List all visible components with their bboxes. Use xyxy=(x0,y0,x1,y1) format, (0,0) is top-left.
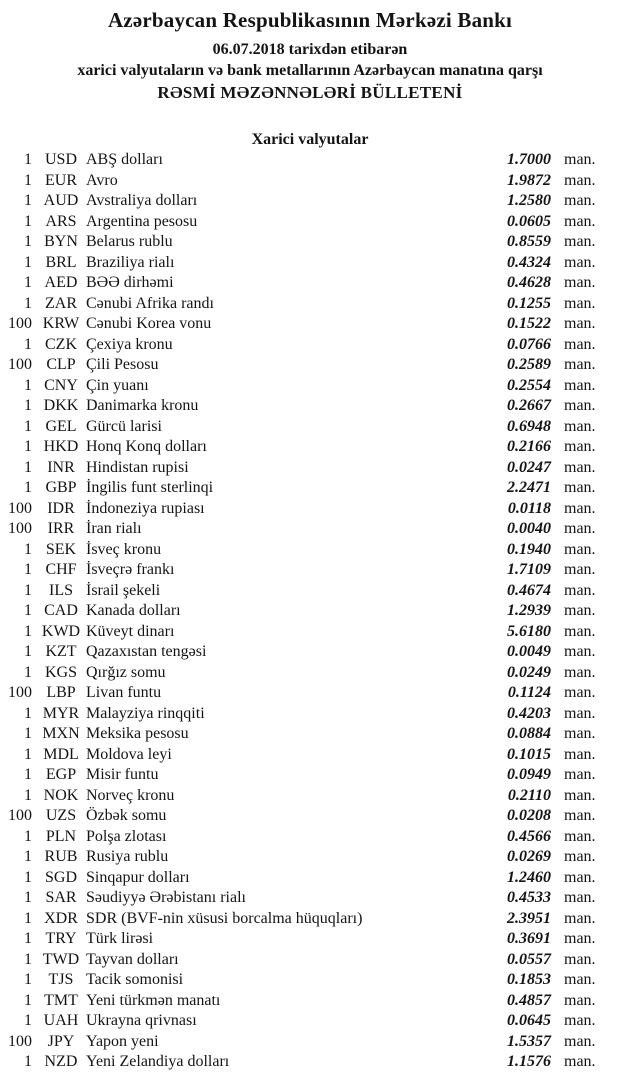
nominal-value: 1 xyxy=(24,868,32,886)
rate-row xyxy=(0,253,620,274)
currency-code: XDR xyxy=(44,909,78,927)
unit-label: man. xyxy=(564,212,596,230)
rate-value: 0.0040 xyxy=(507,520,551,537)
nominal-value: 1 xyxy=(24,335,32,353)
nominal-value: 1 xyxy=(24,622,32,640)
effective-date-line: 06.07.2018 tarixdən etibarən xyxy=(212,41,408,58)
unit-label: man. xyxy=(564,889,596,906)
currency-name: Hindistan rupisi xyxy=(86,458,189,476)
unit-label: man. xyxy=(564,786,596,804)
currency-code: KWD xyxy=(41,622,81,640)
rate-value: 0.1255 xyxy=(507,294,551,312)
currency-name: İndoneziya rupiası xyxy=(86,499,205,517)
rate-row xyxy=(0,991,620,1012)
rate-row xyxy=(0,1011,620,1032)
rate-row xyxy=(0,724,620,745)
nominal-value: 1 xyxy=(24,745,32,763)
unit-label: man. xyxy=(564,151,596,168)
rate-value: 0.1015 xyxy=(507,745,551,763)
rate-row xyxy=(0,519,620,540)
nominal-value: 100 xyxy=(8,520,32,537)
nominal-value: 1 xyxy=(24,704,32,722)
nominal-value: 1 xyxy=(24,909,32,927)
rate-row xyxy=(0,704,620,725)
currency-code: MDL xyxy=(43,745,79,763)
nominal-value: 100 xyxy=(8,1032,32,1050)
currency-name: Braziliya rialı xyxy=(86,253,175,271)
rate-row xyxy=(0,1032,620,1053)
currency-name: SDR (BVF-nin xüsusi borcalma hüquqları) xyxy=(86,909,363,927)
currency-name: İran rialı xyxy=(86,520,142,537)
currency-name: Yeni türkmən manatı xyxy=(86,991,221,1009)
unit-label: man. xyxy=(564,294,596,312)
currency-code: DKK xyxy=(43,397,79,414)
currency-code: CNY xyxy=(44,376,78,394)
unit-label: man. xyxy=(564,520,596,537)
currency-name: Özbək somu xyxy=(86,807,167,824)
rate-row xyxy=(0,335,620,356)
rate-row xyxy=(0,150,620,171)
currency-code: EGP xyxy=(45,766,77,783)
rate-value: 1.2460 xyxy=(507,868,551,886)
rate-row xyxy=(0,540,620,561)
currency-code: UAH xyxy=(43,1012,79,1029)
currency-code: MXN xyxy=(42,725,80,742)
currency-name: Polşa zlotası xyxy=(86,827,167,845)
rate-row xyxy=(0,806,620,827)
nominal-value: 1 xyxy=(24,663,32,681)
unit-label: man. xyxy=(564,1032,596,1050)
unit-label: man. xyxy=(564,766,596,783)
nominal-value: 1 xyxy=(24,889,32,906)
rate-row xyxy=(0,622,620,643)
rate-value: 0.2554 xyxy=(507,376,551,394)
rate-value: 0.2110 xyxy=(507,786,551,804)
currency-code: CAD xyxy=(44,602,78,619)
rate-value: 2.3951 xyxy=(507,909,551,927)
rate-row xyxy=(0,847,620,868)
nominal-value: 1 xyxy=(24,192,32,209)
nominal-value: 1 xyxy=(24,1012,32,1029)
currency-code: TMT xyxy=(44,991,78,1009)
unit-label: man. xyxy=(564,540,596,558)
currency-code: PLN xyxy=(45,827,77,845)
rate-row xyxy=(0,1052,620,1073)
currency-code: ZAR xyxy=(45,294,77,312)
rate-value: 0.4533 xyxy=(507,889,551,906)
currency-code: TWD xyxy=(42,950,80,968)
unit-label: man. xyxy=(564,417,596,435)
currency-name: Küveyt dinarı xyxy=(86,622,175,640)
currency-code: KRW xyxy=(42,315,80,332)
unit-label: man. xyxy=(564,192,596,209)
currency-name: Gürcü larisi xyxy=(86,417,162,435)
unit-label: man. xyxy=(564,807,596,824)
rate-row xyxy=(0,601,620,622)
rate-row xyxy=(0,888,620,909)
currency-name: Cənubi Afrika randı xyxy=(86,294,214,312)
rate-value: 0.0557 xyxy=(507,950,551,968)
rate-value: 0.4324 xyxy=(507,253,551,271)
currency-code: CHF xyxy=(45,561,77,578)
currency-name: Rusiya rublu xyxy=(86,848,169,865)
nominal-value: 1 xyxy=(24,253,32,271)
nominal-value: 1 xyxy=(24,643,32,660)
currency-name: Misir funtu xyxy=(86,766,159,783)
currency-code: ILS xyxy=(49,581,73,599)
rate-value: 0.0884 xyxy=(507,725,551,742)
nominal-value: 1 xyxy=(24,540,32,558)
currency-name: Çin yuanı xyxy=(86,376,149,394)
nominal-value: 1 xyxy=(24,438,32,455)
nominal-value: 1 xyxy=(24,212,32,230)
rate-value: 0.0118 xyxy=(507,499,551,517)
currency-name: Ukrayna qrivnası xyxy=(86,1012,197,1029)
currency-code: SEK xyxy=(45,540,77,558)
currency-name: Yapon yeni xyxy=(86,1032,159,1050)
rate-value: 0.4857 xyxy=(507,991,551,1009)
nominal-value: 1 xyxy=(24,971,32,988)
rate-value: 0.1853 xyxy=(507,971,551,988)
unit-label: man. xyxy=(564,930,596,947)
rate-value: 0.0208 xyxy=(507,807,551,824)
currency-name: Qazaxıstan tengəsi xyxy=(86,643,207,660)
currency-name: ABŞ dolları xyxy=(86,151,163,168)
currency-name: Çili Pesosu xyxy=(86,356,159,373)
rate-row xyxy=(0,171,620,192)
rate-row xyxy=(0,232,620,253)
rate-value: 1.2580 xyxy=(507,192,551,209)
rate-value: 0.2166 xyxy=(507,438,551,455)
unit-label: man. xyxy=(564,704,596,722)
nominal-value: 100 xyxy=(8,315,32,332)
rate-row xyxy=(0,868,620,889)
currency-name: Honq Konq dolları xyxy=(86,438,207,455)
nominal-value: 1 xyxy=(24,930,32,947)
currency-code: RUB xyxy=(44,848,78,865)
currency-name: Kanada dolları xyxy=(86,602,181,619)
unit-label: man. xyxy=(564,253,596,271)
currency-code: UZS xyxy=(45,807,77,824)
unit-label: man. xyxy=(564,991,596,1009)
nominal-value: 1 xyxy=(24,417,32,435)
currency-name: Danimarka kronu xyxy=(86,397,199,414)
rate-row xyxy=(0,417,620,438)
currency-code: GBP xyxy=(45,479,77,496)
unit-label: man. xyxy=(564,602,596,619)
currency-name: Malayziya rinqqiti xyxy=(86,704,205,722)
currency-code: USD xyxy=(44,151,77,168)
unit-label: man. xyxy=(564,684,596,701)
rate-value: 0.4566 xyxy=(507,827,551,845)
currency-code: GEL xyxy=(45,417,77,435)
currency-name: Qırğız somu xyxy=(86,663,166,681)
rate-value: 0.8559 xyxy=(507,233,551,250)
currency-name: İsveçrə frankı xyxy=(86,561,175,578)
currency-name: Cənubi Korea vonu xyxy=(86,315,212,332)
unit-label: man. xyxy=(564,376,596,394)
currency-code: CLP xyxy=(46,356,76,373)
rate-row xyxy=(0,683,620,704)
currency-code: NZD xyxy=(44,1053,78,1070)
currency-code: AED xyxy=(44,274,78,291)
currency-name: Tayvan dolları xyxy=(86,950,179,968)
nominal-value: 1 xyxy=(24,561,32,578)
rate-row xyxy=(0,745,620,766)
currency-code: MYR xyxy=(42,704,80,722)
currency-code: BYN xyxy=(44,233,78,250)
nominal-value: 1 xyxy=(24,827,32,845)
rate-value: 0.0766 xyxy=(507,335,551,353)
unit-label: man. xyxy=(564,499,596,517)
rate-row xyxy=(0,355,620,376)
unit-label: man. xyxy=(564,171,596,189)
nominal-value: 1 xyxy=(24,397,32,414)
rate-row xyxy=(0,642,620,663)
currency-name: Argentina pesosu xyxy=(86,212,198,230)
unit-label: man. xyxy=(564,479,596,496)
currency-code: ARS xyxy=(45,212,77,230)
rate-value: 0.4203 xyxy=(507,704,551,722)
nominal-value: 100 xyxy=(8,499,32,517)
currency-code: IDR xyxy=(47,499,75,517)
rate-value: 1.7000 xyxy=(507,151,551,168)
currency-code: EUR xyxy=(45,171,77,189)
rate-row xyxy=(0,458,620,479)
currency-name: BƏƏ dirhəmi xyxy=(86,274,174,291)
nominal-value: 1 xyxy=(24,766,32,783)
nominal-value: 1 xyxy=(24,294,32,312)
unit-label: man. xyxy=(564,909,596,927)
unit-label: man. xyxy=(564,274,596,291)
unit-label: man. xyxy=(564,438,596,455)
unit-label: man. xyxy=(564,1012,596,1029)
rate-value: 0.0605 xyxy=(507,212,551,230)
currency-code: LBP xyxy=(46,684,76,701)
currency-code: HKD xyxy=(43,438,79,455)
bulletin-title: RƏSMİ MƏZƏNNƏLƏRİ BÜLLETENİ xyxy=(157,83,463,102)
nominal-value: 1 xyxy=(24,602,32,619)
currency-code: BRL xyxy=(45,253,77,271)
rate-value: 0.1522 xyxy=(507,315,551,332)
nominal-value: 1 xyxy=(24,848,32,865)
rate-row xyxy=(0,212,620,233)
unit-label: man. xyxy=(564,827,596,845)
rate-value: 0.0249 xyxy=(507,663,551,681)
rate-value: 1.1576 xyxy=(507,1053,551,1070)
currency-name: İsrail şekeli xyxy=(86,581,161,599)
bank-name-title: Azərbaycan Respublikasının Mərkəzi Bankı xyxy=(107,8,513,32)
nominal-value: 1 xyxy=(24,458,32,476)
rate-value: 0.2589 xyxy=(507,356,551,373)
currency-code: IRR xyxy=(47,520,75,537)
nominal-value: 1 xyxy=(24,233,32,250)
rate-row xyxy=(0,314,620,335)
rate-value: 1.9872 xyxy=(507,171,551,189)
currency-name: Yeni Zelandiya dolları xyxy=(86,1053,230,1070)
currency-name: Səudiyyə Ərəbistanı rialı xyxy=(86,889,246,906)
unit-label: man. xyxy=(564,1053,596,1070)
unit-label: man. xyxy=(564,356,596,373)
exchange-rates-table xyxy=(0,150,620,1073)
nominal-value: 1 xyxy=(24,950,32,968)
rate-row xyxy=(0,478,620,499)
currency-name: Avstraliya dolları xyxy=(86,192,198,209)
rate-row xyxy=(0,273,620,294)
unit-label: man. xyxy=(564,663,596,681)
rate-row xyxy=(0,909,620,930)
currency-code: SGD xyxy=(44,868,77,886)
rate-value: 0.0949 xyxy=(507,766,551,783)
nominal-value: 100 xyxy=(8,356,32,373)
currency-code: CZK xyxy=(45,335,77,353)
unit-label: man. xyxy=(564,848,596,865)
unit-label: man. xyxy=(564,233,596,250)
rate-row xyxy=(0,499,620,520)
rate-value: 1.5357 xyxy=(507,1032,551,1050)
currency-name: Norveç kronu xyxy=(86,786,175,804)
currency-name: Sinqapur dolları xyxy=(86,868,190,886)
unit-label: man. xyxy=(564,725,596,742)
nominal-value: 1 xyxy=(24,786,32,804)
nominal-value: 1 xyxy=(24,1053,32,1070)
rate-row xyxy=(0,376,620,397)
currency-name: Türk lirəsi xyxy=(86,930,154,947)
rate-row xyxy=(0,950,620,971)
unit-label: man. xyxy=(564,397,596,414)
rate-value: 0.0269 xyxy=(507,848,551,865)
unit-label: man. xyxy=(564,622,596,640)
rate-value: 5.6180 xyxy=(507,622,551,640)
currency-code: KGS xyxy=(44,663,77,681)
rate-value: 1.7109 xyxy=(507,561,551,578)
currency-name: Meksika pesosu xyxy=(86,725,189,742)
rate-row xyxy=(0,581,620,602)
nominal-value: 1 xyxy=(24,581,32,599)
currency-code: NOK xyxy=(43,786,79,804)
currency-code: KZT xyxy=(45,643,77,660)
rate-row xyxy=(0,827,620,848)
currency-name: Tacik somonisi xyxy=(86,971,184,988)
rate-row xyxy=(0,786,620,807)
rate-value: 0.4674 xyxy=(507,581,551,599)
currency-name: İngilis funt sterlinqi xyxy=(86,479,214,496)
currency-name: Livan funtu xyxy=(86,684,162,701)
bulletin-header xyxy=(0,0,620,103)
currency-name: Belarus rublu xyxy=(86,233,173,250)
currency-code: JPY xyxy=(47,1032,75,1050)
rate-row xyxy=(0,663,620,684)
rate-row xyxy=(0,294,620,315)
unit-label: man. xyxy=(564,581,596,599)
rate-value: 0.3691 xyxy=(507,930,551,947)
rate-row xyxy=(0,191,620,212)
currency-name: İsveç kronu xyxy=(86,540,162,558)
currency-name: Çexiya kronu xyxy=(86,335,173,353)
currency-code: SAR xyxy=(45,889,77,906)
unit-label: man. xyxy=(564,643,596,660)
rate-value: 0.0049 xyxy=(507,643,551,660)
nominal-value: 1 xyxy=(24,151,32,168)
nominal-value: 1 xyxy=(24,376,32,394)
rate-value: 0.1940 xyxy=(507,540,551,558)
unit-label: man. xyxy=(564,868,596,886)
rate-value: 0.0247 xyxy=(507,458,551,476)
nominal-value: 1 xyxy=(24,171,32,189)
rate-value: 0.6948 xyxy=(507,417,551,435)
currency-code: AUD xyxy=(43,192,79,209)
nominal-value: 100 xyxy=(8,684,32,701)
rate-value: 0.0645 xyxy=(507,1012,551,1029)
rate-row xyxy=(0,437,620,458)
rate-value: 1.2939 xyxy=(507,602,551,619)
rate-value: 2.2471 xyxy=(507,479,551,496)
rate-value: 0.2667 xyxy=(507,397,551,414)
unit-label: man. xyxy=(564,458,596,476)
nominal-value: 100 xyxy=(8,807,32,824)
currency-name: Avro xyxy=(86,171,118,189)
rate-row xyxy=(0,765,620,786)
unit-label: man. xyxy=(564,315,596,332)
rate-value: 0.4628 xyxy=(507,274,551,291)
nominal-value: 1 xyxy=(24,991,32,1009)
unit-label: man. xyxy=(564,971,596,988)
currency-code: TJS xyxy=(48,971,74,988)
unit-label: man. xyxy=(564,950,596,968)
currency-name: Moldova leyi xyxy=(86,745,172,763)
nominal-value: 1 xyxy=(24,725,32,742)
subtitle-line: xarici valyutaların və bank metallarının Azərbaycan manatına qarşı xyxy=(77,62,543,79)
rate-row xyxy=(0,970,620,991)
section-title-foreign-currencies: Xarici valyutalar xyxy=(251,131,369,148)
currency-code: TRY xyxy=(45,930,77,947)
nominal-value: 1 xyxy=(24,479,32,496)
rate-row xyxy=(0,929,620,950)
nominal-value: 1 xyxy=(24,274,32,291)
unit-label: man. xyxy=(564,561,596,578)
currency-code: INR xyxy=(47,458,75,476)
rate-row xyxy=(0,396,620,417)
unit-label: man. xyxy=(564,745,596,763)
rate-value: 0.1124 xyxy=(507,684,551,701)
unit-label: man. xyxy=(564,335,596,353)
rate-row xyxy=(0,560,620,581)
